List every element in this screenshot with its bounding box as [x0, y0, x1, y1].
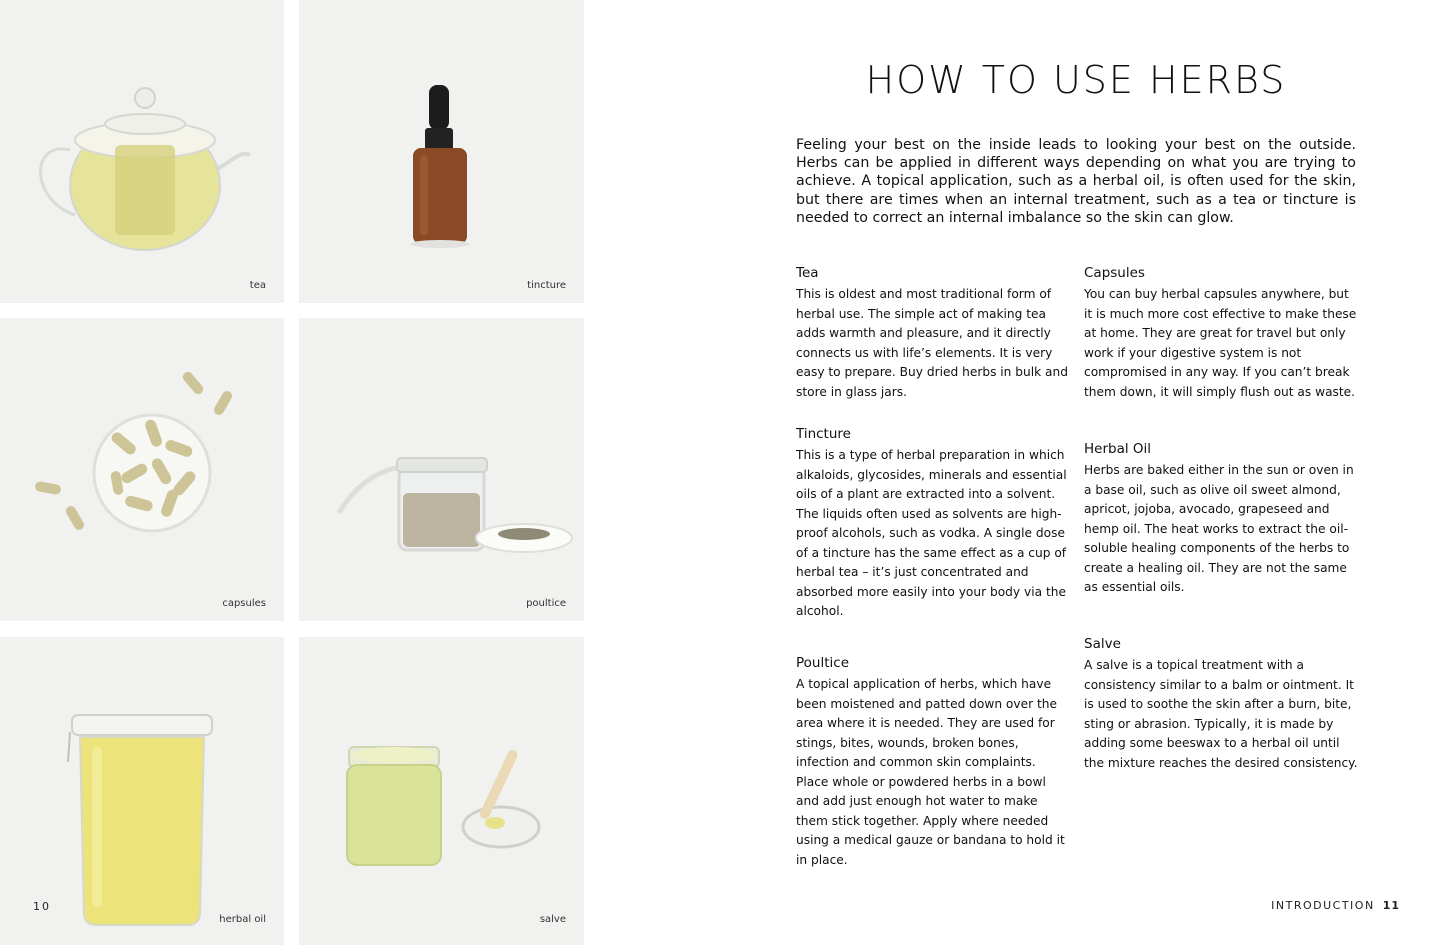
caption-tincture: tincture [527, 280, 566, 291]
photo-capsules [0, 318, 284, 621]
caption-tea: tea [249, 280, 266, 291]
section-heading: Capsules [1084, 265, 1145, 281]
photo-poultice [299, 318, 584, 621]
photo-herbal-oil [0, 637, 284, 945]
section-heading: Tea [796, 265, 819, 281]
section-salve [1084, 636, 1359, 773]
photo-tea [0, 0, 284, 303]
section-heading: Poultice [796, 655, 849, 671]
section-heading: Tincture [796, 426, 851, 442]
section-capsules [1084, 265, 1359, 402]
salve-jar-image [299, 637, 584, 945]
caption-capsules: capsules [222, 598, 266, 609]
section-herbal-oil [1084, 441, 1359, 598]
tincture-bottle-image [299, 0, 584, 303]
section-body: This is a type of herbal preparation in which alkaloids, glycosides, minerals and essential oils of a plant are extracted into a solvent. The liquids often used as solvents are high-proof alcohols, such as vodka. A single dose of a tincture has the same effect as a cup of herbal tea – it’s just concentrated and absorbed more easily into your body via the alcohol. [796, 448, 1067, 618]
caption-herbal-oil: herbal oil [219, 914, 266, 925]
photo-tincture [299, 0, 584, 303]
caption-poultice: poultice [526, 598, 566, 609]
section-tea [796, 265, 1071, 402]
section-body: You can buy herbal capsules anywhere, but it is much more cost effective to make these at home. They are great for travel but only work if your digestive system is not compromised in any way. If you can’t break them down, it will simply flush out as waste. [1084, 287, 1357, 399]
section-tincture [796, 426, 1071, 622]
page-number-right: 11 [1382, 899, 1400, 912]
running-head: INTRODUCTION [1271, 899, 1375, 912]
photo-salve [299, 637, 584, 945]
herbal-oil-jar-image [0, 637, 284, 945]
intro-paragraph: Feeling your best on the inside leads to looking your best on the outside. Herbs can be applied in different ways depending on what you are trying to achieve. A topical application, such as a herbal oil, is often used for the skin, but there are times when an internal treatment, such as a tea or tincture is needed to correct an internal imbalance so the skin can glow. [796, 137, 1356, 226]
caption-salve: salve [539, 914, 566, 925]
section-body: Herbs are baked either in the sun or oven in a base oil, such as olive oil sweet almond, apricot, jojoba, avocado, grapeseed and hemp oil. The heat works to extract the oil-soluble healing components of the herbs to create a healing oil. They are not the same as essential oils. [1084, 463, 1354, 594]
poultice-jar-image [299, 318, 584, 621]
page-number-left: 10 [33, 900, 51, 913]
section-heading: Salve [1084, 636, 1121, 652]
section-poultice [796, 655, 1071, 870]
section-body: A salve is a topical treatment with a consistency similar to a balm or ointment. It is used to soothe the skin after a burn, bite, sting or abrasion. Typically, it is made by adding some beeswax to a herbal oil until the mixture reaches the desired consistency. [1084, 658, 1358, 770]
section-body: A topical application of herbs, which have been moistened and patted down over the area where it is needed. They are used for stings, bites, wounds, broken bones, infection and common skin complaints. Place whole or powdered herbs in a bowl and add just enough hot water to make them stick together. Apply where needed using a medical gauze or bandana to hold it in place. [796, 677, 1065, 867]
page-title: HOW TO USE HERBS [865, 58, 1287, 102]
teapot-image [0, 0, 284, 303]
section-heading: Herbal Oil [1084, 441, 1152, 457]
capsules-bowl-image [0, 318, 284, 621]
running-footer [1271, 899, 1400, 912]
section-body: This is oldest and most traditional form of herbal use. The simple act of making tea adds warmth and pleasure, and it directly connects us with life’s elements. It is very easy to prepare. Buy dried herbs in bulk and store in glass jars. [796, 287, 1068, 399]
